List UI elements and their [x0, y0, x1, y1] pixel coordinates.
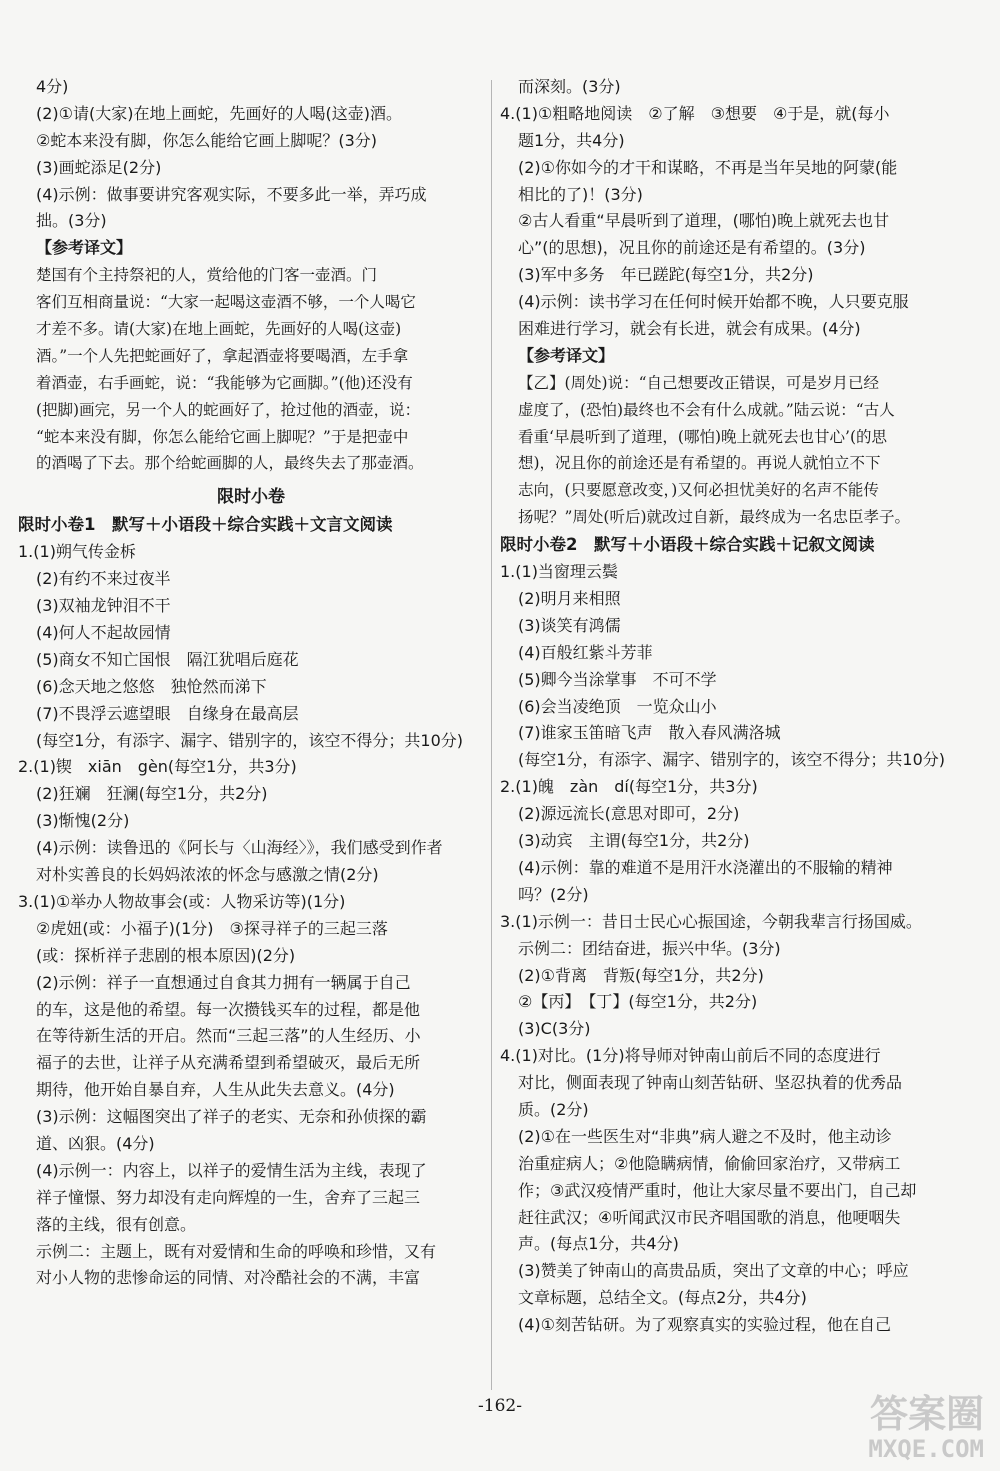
text-line: 祥子憧憬、努力却没有走向辉煌的一生，舍弃了三起三	[36, 1187, 421, 1207]
text-line: (3)谈笑有鸿儒	[518, 615, 621, 635]
text-line: 着酒壶，右手画蛇，说：“我能够为它画脚。”(他)还没有	[36, 373, 413, 392]
text-line: (把脚)画完，另一个人的蛇画好了，抢过他的酒壶，说：	[36, 400, 421, 419]
left-answer-block-1	[18, 74, 484, 235]
text-line: 福子的去世，让祥子从充满希望到希望破灭，最后无所	[36, 1053, 421, 1073]
text-line: 期待，他开始自暴自弃，人生从此失去意义。(4分)	[36, 1080, 395, 1100]
text-line: 对朴实善良的长妈妈浓浓的怀念与感激之情(2分)	[36, 865, 379, 885]
text-line: (每空1分，有添字、漏字、错别字的，该空不得分；共10分)	[36, 730, 464, 750]
text-line: 相比的了)！(3分)	[518, 184, 643, 204]
text-line: 虚度了，(恐怕)最终也不会有什么成就。”陆云说：“古人	[518, 400, 895, 419]
right-answer-block-2	[500, 559, 974, 1339]
text-line: 4.(1)对比。(1分)将导师对钟南山前后不同的态度进行	[500, 1046, 881, 1066]
text-line: 3.(1)示例一：昔日士民心心振国途，今朝我辈言行扬国威。	[500, 911, 922, 931]
text-line: (2)①背离 背叛(每空1分，共2分)	[518, 965, 764, 985]
text-line: (4)何人不起故园情	[36, 623, 171, 643]
right-column	[500, 74, 974, 1339]
text-line: (2)狂斓 狂澜(每空1分，共2分)	[36, 784, 268, 804]
text-line: 的车，这是他的希望。每一次攒钱买车的过程，都是他	[36, 999, 421, 1019]
text-line: (3)动宾 主谓(每空1分，共2分)	[518, 831, 750, 851]
quiz-1-title: 限时小卷1 默写＋小语段＋综合实践＋文言文阅读	[18, 515, 393, 535]
text-line: (2)示例：祥子一直想通过自食其力拥有一辆属于自己	[36, 972, 411, 992]
text-line: (2)①请(大家)在地上画蛇，先画好的人喝(这壶)酒。	[36, 103, 402, 123]
section-title: 限时小卷	[217, 487, 285, 508]
text-line: 示例二：团结奋进，振兴中华。(3分)	[518, 938, 781, 958]
text-line: 拙。(3分)	[36, 211, 107, 231]
watermark-text: 答案圈	[869, 1392, 984, 1436]
text-line: 治重症病人；②他隐瞒病情，偷偷回家治疗，又带病工	[518, 1153, 901, 1173]
text-line: 困难进行学习，就会有长进，就会有成果。(4分)	[518, 319, 861, 339]
text-line: (2)①你如今的才干和谋略，不再是当年吴地的阿蒙(能	[518, 157, 898, 177]
left-translation-label: 【参考译文】	[36, 238, 133, 258]
text-line: 4.(1)①粗略地阅读 ②了解 ③想要 ④于是，就(每小	[500, 103, 890, 123]
text-line: (3)示例：这幅图突出了祥子的老实、无奈和孙侦探的霸	[36, 1107, 427, 1127]
text-line: (3)军中多务 年已蹉跎(每空1分，共2分)	[518, 265, 814, 285]
watermark-domain: MXQE.COM	[868, 1435, 984, 1463]
text-line: 道、凶狠。(4分)	[36, 1133, 155, 1153]
text-line: 客们互相商量说：“大家一起喝这壶酒不够，一个人喝它	[36, 293, 416, 312]
text-line: 质。(2分)	[518, 1099, 589, 1119]
page-number: -162-	[478, 1396, 522, 1416]
text-line: (4)示例：读书学习在任何时候开始都不晚，人只要克服	[518, 292, 909, 312]
text-line: 想)，况且你的前途还是有希望的。再说人就怕立不下	[518, 454, 881, 473]
text-line: ②古人看重“早晨听到了道理，(哪怕)晚上就死去也甘	[518, 211, 890, 231]
text-line: (2)①在一些医生对“非典”病人避之不及时，他主动诊	[518, 1126, 892, 1146]
text-line: ②蛇本来没有脚，你怎么能给它画上脚呢？(3分)	[36, 130, 378, 150]
text-line: 对小人物的悲惨命运的同情、对冷酷社会的不满，丰富	[36, 1268, 421, 1288]
text-line: (2)有约不来过夜半	[36, 569, 171, 589]
text-line: 1.(1)当窗理云鬓	[500, 562, 618, 582]
text-line: 2.(1)锲 xiān gèn(每空1分，共3分)	[18, 757, 297, 777]
right-translation-label: 【参考译文】	[518, 345, 615, 365]
text-line: 吗？(2分)	[518, 884, 589, 904]
text-line: (3)惭愧(2分)	[36, 811, 130, 831]
text-line: (4)①刻苦钻研。为了观察真实的实验过程，他在自己	[518, 1315, 892, 1335]
text-line: 3.(1)①举办人物故事会(或：人物采访等)(1分)	[18, 891, 346, 911]
text-line: 作；③武汉疫情严重时，他让大家尽量不要出门，自己却	[518, 1180, 917, 1200]
left-translation	[18, 262, 484, 477]
quiz-2-title: 限时小卷2 默写＋小语段＋综合实践＋记叙文阅读	[500, 535, 875, 555]
text-line: 而深刻。(3分)	[518, 77, 621, 96]
left-column	[18, 74, 484, 1292]
text-line: 2.(1)魄 zàn dí(每空1分，共3分)	[500, 777, 758, 797]
text-line: 志向，(只要愿意改变，)又何必担忧美好的名声不能传	[518, 481, 879, 500]
text-line: (3)C(3分)	[518, 1019, 591, 1039]
text-line: 4分)	[36, 77, 69, 96]
text-line: (5)卿今当涂掌事 不可不学	[518, 669, 717, 689]
text-line: (2)源远流长(意思对即可，2分)	[518, 804, 740, 824]
watermark-logo	[772, 1392, 984, 1466]
text-line: (6)念天地之悠悠 独怆然而涕下	[36, 676, 267, 696]
text-line: (3)双袖龙钟泪不干	[36, 596, 171, 616]
text-line: 的酒喝了下去。那个给蛇画脚的人，最终失去了那壶酒。	[36, 454, 424, 473]
text-line: ②【丙】 【丁】(每空1分，共2分)	[518, 992, 758, 1012]
text-line: 看重‘早晨听到了道理，(哪怕)晚上就死去也甘心’(的思	[518, 427, 887, 446]
text-line: 心”(的思想)，况且你的前途还是有希望的。(3分)	[518, 238, 866, 258]
text-line: (4)示例：做事要讲究客观实际，不要多此一举，弄巧成	[36, 184, 427, 204]
left-answer-block-2	[18, 539, 484, 1292]
text-line: (每空1分，有添字、漏字、错别字的，该空不得分；共10分)	[518, 750, 946, 770]
text-line: 才差不多。请(大家)在地上画蛇，先画好的人喝(这壶)	[36, 320, 402, 339]
text-line: 对比，侧面表现了钟南山刻苦钻研、坚忍执着的优秀品	[518, 1073, 903, 1093]
text-line: 落的主线，很有创意。	[36, 1214, 197, 1234]
text-line: (4)示例一：内容上，以祥子的爱情生活为主线，表现了	[36, 1160, 427, 1180]
text-line: 题1分，共4分)	[518, 130, 625, 150]
text-line: 酒。”一个人先把蛇画好了，拿起酒壶将要喝酒，左手拿	[36, 346, 409, 365]
text-line: (2)明月来相照	[518, 589, 621, 609]
text-line: (7)谁家玉笛暗飞声 散入春风满洛城	[518, 723, 781, 743]
text-line: (5)商女不知亡国恨 隔江犹唱后庭花	[36, 649, 299, 669]
text-line: (3)画蛇添足(2分)	[36, 157, 162, 177]
text-line: “蛇本来没有脚，你怎么能给它画上脚呢？”于是把壶中	[36, 427, 409, 446]
text-line: (4)示例：读鲁迅的《阿长与〈山海经〉》，我们感受到作者	[36, 838, 443, 858]
text-line: (4)百般红紫斗芳菲	[518, 642, 653, 662]
text-line: 示例二：主题上，既有对爱情和生命的呼唤和珍惜，又有	[36, 1241, 437, 1261]
text-line: 在等待新生活的开启。然而“三起三落”的人生经历、小	[36, 1026, 421, 1046]
text-line: (6)会当凌绝顶 一览众山小	[518, 696, 717, 716]
text-line: (7)不畏浮云遮望眼 自缘身在最高层	[36, 703, 299, 723]
column-divider	[491, 80, 492, 1390]
text-line: 扬呢？”周处(听后)就改过自新，最终成为一名忠臣孝子。	[518, 508, 911, 527]
right-translation	[500, 370, 974, 531]
text-line: (3)赞美了钟南山的高贵品质，突出了文章的中心；呼应	[518, 1261, 909, 1281]
text-line: 楚国有个主持祭祀的人，赏给他的门客一壶酒。门	[36, 266, 378, 285]
text-line: 【乙】(周处)说：“自己想要改正错误，可是岁月已经	[518, 373, 880, 392]
text-line: (4)示例：靠的难道不是用汗水浇灌出的不服输的精神	[518, 857, 893, 877]
text-line: 文章标题，总结全文。(每点2分，共4分)	[518, 1288, 807, 1308]
text-line: 赶往武汉；④听闻武汉市民齐唱国歌的消息，他哽咽失	[518, 1207, 901, 1227]
text-line: ②虎妞(或：小福子)(1分) ③探寻祥子的三起三落	[36, 918, 388, 938]
text-line: 声。(每点1分，共4分)	[518, 1234, 679, 1254]
text-line: (或：探析祥子悲剧的根本原因)(2分)	[36, 945, 296, 965]
right-answer-block-1	[500, 74, 974, 343]
text-line: 1.(1)朔气传金柝	[18, 542, 136, 562]
